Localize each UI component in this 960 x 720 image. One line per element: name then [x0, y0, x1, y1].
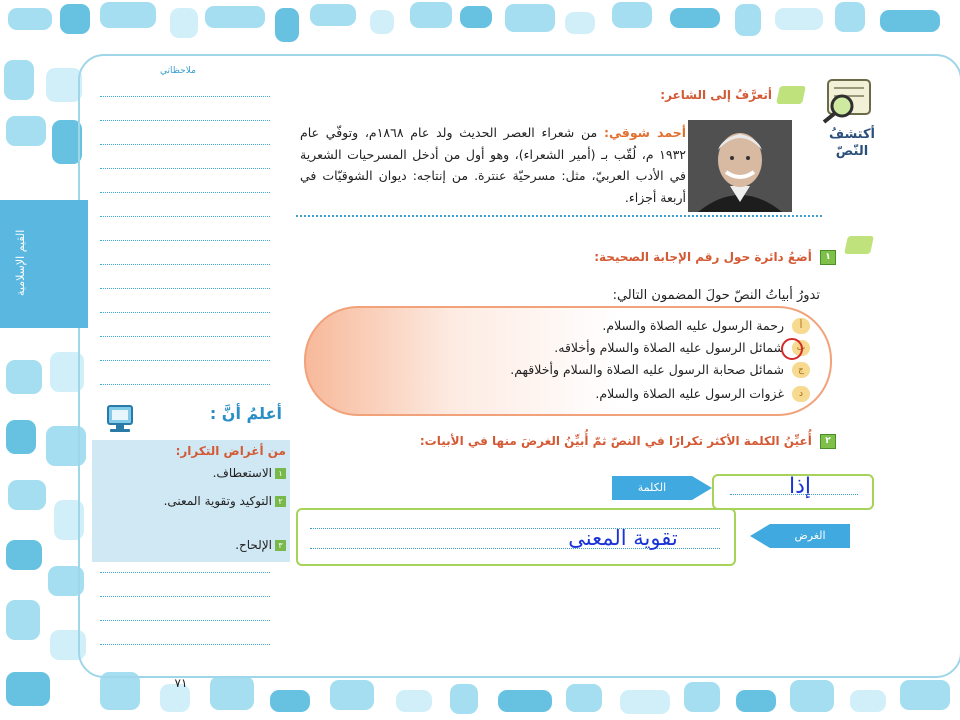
page-number: ٧١ [174, 676, 188, 690]
purpose-label: الغرض [794, 529, 826, 542]
option-text: شمائل الرسول عليه الصلاة والسلام وأخلاقه. [554, 340, 784, 355]
unit-tab-label: القيم الإسلامية [14, 229, 27, 297]
option-letter: أ [792, 318, 810, 334]
option-b[interactable] [470, 340, 810, 355]
question1-prompt-text: أضعُ دائرة حول رقم الإجابة الصحيحة: [594, 250, 812, 264]
option-letter: ب [792, 340, 810, 356]
unit-number: ١ [36, 174, 49, 198]
poet-bio [300, 122, 686, 208]
item-number-badge: ٣ [275, 540, 286, 551]
question1-stem: تدورُ أبياتُ النصّ حولَ المضمون التالي: [612, 288, 820, 303]
poet-portrait [688, 120, 792, 212]
discover-text-label: أكتشفُ النّصّ [828, 127, 876, 159]
item-text: الاستعطاف. [212, 466, 272, 480]
poet-name: أحمد شوقي: [604, 125, 686, 140]
know-more-item [138, 490, 286, 512]
question1-prompt [480, 250, 836, 265]
question-number-badge: ٢ [820, 434, 836, 449]
know-more-heading: أعلمُ أنَّ : [209, 404, 282, 423]
question2-prompt-text: أُعيِّنُ الكلمة الأكثر تكرارًا في النصّ ثمّ أُبيِّنُ الغرضَ منها في الأبيات: [419, 434, 812, 448]
option-c[interactable] [470, 362, 810, 377]
question-number-badge: ١ [820, 250, 836, 265]
option-a[interactable] [470, 318, 810, 333]
item-text: التوكيد وتقوية المعنى. [163, 494, 272, 508]
word-label: الكلمة [637, 481, 667, 494]
divider [296, 215, 822, 217]
know-more-item [138, 466, 286, 480]
option-d[interactable] [470, 386, 810, 401]
question2-prompt [300, 434, 836, 449]
item-number-badge: ١ [275, 468, 286, 479]
word-answer: إذا [788, 474, 812, 499]
poet-bio-text: من شعراء العصر الحديث ولد عام ١٨٦٨م، وتوفّي عام ١٩٣٢ م، لُقّب بـ (أمير الشعراء)، وهو أول من أدخل المسرحيات الشعرية في الأدب العربيّ، مثل: مسرحيّة عنترة. من إنتاجه: ديوان الشوقيّات في أربعة أجزاء. [300, 125, 686, 205]
purpose-answer: تقوية المعنى [568, 526, 678, 550]
item-text: الإلحاح. [235, 538, 272, 552]
option-text: غزوات الرسول عليه الصلاة والسلام. [595, 386, 784, 401]
option-letter: ج [792, 362, 810, 378]
computer-icon [104, 404, 138, 434]
know-more-item [138, 538, 286, 552]
item-number-badge: ٢ [275, 496, 286, 507]
section-flag-icon [844, 236, 874, 254]
magnifier-scroll-icon [818, 76, 878, 124]
poet-heading: أتعرَّفُ إلى الشاعر: [660, 88, 772, 102]
answer-circle [781, 338, 803, 360]
notes-title: ملاحظاتي [160, 66, 196, 76]
option-text: شمائل صحابة الرسول عليه الصلاة والسلام وأخلاقهم. [510, 362, 784, 377]
option-text: رحمة الرسول عليه الصلاة والسلام. [602, 318, 784, 333]
section-flag-icon [776, 86, 806, 104]
know-more-subtitle: من أغراض التكرار: [175, 444, 286, 458]
option-letter: د [792, 386, 810, 402]
